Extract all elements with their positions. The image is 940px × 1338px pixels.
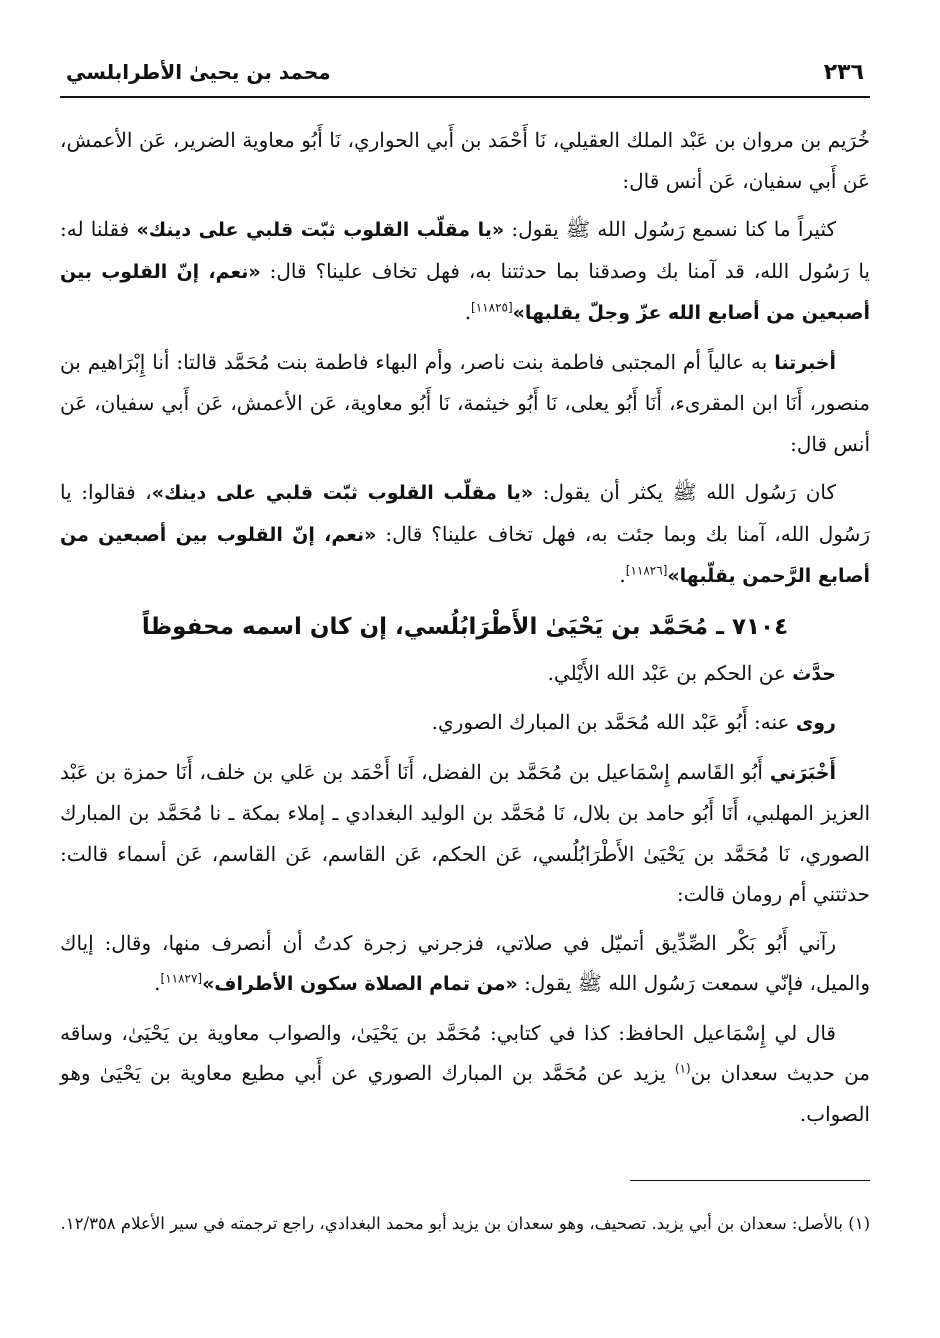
paragraph-7 [60, 752, 870, 915]
hadith-quote: «نعم، إنّ القلوب بين أصبعين من أصابع الله عزّ وجلّ يقلبها» [60, 260, 870, 324]
main-text [60, 120, 870, 1142]
running-title: محمد بن يحيىٰ الأطرابلسي [66, 60, 331, 84]
paragraph-8 [60, 923, 870, 1005]
paragraph-6 [60, 702, 870, 744]
paragraph-3 [60, 342, 870, 465]
paragraph-1: خُرَيم بن مروان بن عَبْد الملك العقيلي، نَا أَحْمَد بن أَبي الحواري، نَا أَبُو معاوية الضرير، عَن الأعمش، عَن أَبي سفيان، عَن أنس قال: [60, 128, 870, 193]
paragraph-4 [60, 472, 870, 597]
hadith-quote: «من تمام الصلاة سكون الأطراف» [202, 973, 518, 995]
footnote-1: (١) بالأصل: سعدان بن أبي يزيد. تصحيف، وهو سعدان بن يزيد أبو محمد البغدادي، راجع ترجمته في سير الأعلام ١٢/٣٥٨. [60, 1213, 870, 1233]
paragraph-9-text-b: يزيد عن مُحَمَّد بن المبارك الصوري عن أَبي مطيع معاوية بن يَحْيَىٰ وهو الصواب. [60, 1061, 870, 1126]
paragraph-2-text-c: فقلنا له: يا رَسُول الله، قد آمنا بك وصدقنا بما حدثتنا به، فهل تخاف علينا؟ قال: [60, 217, 870, 283]
paragraph-6-text: عنه: أَبُو عَبْد الله مُحَمَّد بن المبارك الصوري. [431, 710, 796, 734]
paragraph-9 [60, 1013, 870, 1135]
paragraph-4-text-c: ، فقالوا: يا رَسُول الله، آمنا بك وبما جئت به، فهل تخاف علينا؟ قال: [60, 480, 870, 546]
hadith-quote: «يا مقلّب القلوب ثبّت قلبي على دينك» [136, 219, 505, 241]
entry-heading: ٧١٠٤ ـ مُحَمَّد بن يَحْيَىٰ الأَطْرَابُلُسي، إن كان اسمه محفوظاً [141, 613, 789, 640]
hadith-quote: «يا مقلّب القلوب ثبّت قلبي على دينك» [151, 482, 534, 504]
narration-keyword: حدَّث [792, 662, 836, 685]
paragraph-3-text: به عالياً أم المجتبى فاطمة بنت ناصر، وأم البهاء فاطمة بنت مُحَمَّد قالتا: أنا إِبْرَاهيم بن منصور، أَنَا ابن المقرىء، أَنَا أَبُو يعلى، نَا أَبُو خيثمة، نَا أَبُو معاوية، عَن الأعمش، عَن أَبي سفيان، عَن أنس قال: [60, 349, 870, 456]
reference-number: [١١٨٢٧] [160, 971, 203, 986]
footnote-divider [630, 1180, 870, 1181]
paragraph-8-end: . [154, 971, 161, 995]
paragraph-8-text-a: رآني أَبُو بَكْر الصِّدِّيق أتميّل في صلاتي، فزجرني زجرة كدتُ أن أنصرف منها، وقال: إياك والميل، فإنّي سمعت رَسُول الله ﷺ يقول: [60, 930, 870, 995]
paragraph-2-end: . [464, 300, 472, 324]
hadith-quote: «نعم، إنّ القلوب بين أصبعين من أصابع الرَّحمن يقلّبها» [60, 523, 870, 587]
paragraph-7-text: أَبُو القَاسم إِسْمَاعيل بن مُحَمَّد بن الفضل، أَنَا أَحْمَد بن عَلي بن خلف، أَنَا حمزة بن عَبْد العزيز المهلبي، أَنَا أَبُو حامد بن بلال، نَا مُحَمَّد بن الوليد البغدادي ـ إملاء بمكة ـ نا مُحَمَّد بن المبارك الصوري، نَا مُحَمَّد بن يَحْيَىٰ الأَطْرَابُلُسي، عَن الحكم، عَن القاسم، عَن القاسم، عَن أسماء قالت: حدثتني أم رومان قالت: [60, 759, 870, 906]
paragraph-5-text: عن الحكم بن عَبْد الله الأَيْلي. [547, 660, 793, 685]
narration-keyword: روى [795, 712, 836, 734]
narration-keyword: أخبرتنا [774, 351, 836, 374]
narration-keyword: أَخْبَرَني [769, 761, 836, 784]
paragraph-2 [60, 209, 870, 334]
paragraph-5 [60, 653, 870, 695]
paragraph-4-text-a: كان رَسُول الله ﷺ يكثر أن يقول: [533, 480, 836, 504]
reference-number: [١١٨٢٦] [625, 563, 668, 578]
page-number: ٢٣٦ [823, 60, 864, 85]
footnote-marker: (١) [674, 1061, 691, 1076]
paragraph-4-end: . [619, 563, 626, 587]
reference-number: [١١٨٢٥] [471, 300, 513, 315]
page-header [60, 52, 870, 98]
book-page [60, 52, 870, 1312]
paragraph-2-text-a: كثيراً ما كنا نسمع رَسُول الله ﷺ يقول: [504, 217, 836, 241]
paragraph-9-text-a: قال لي إِسْمَاعيل الحافظ: كذا في كتابي: مُحَمَّد بن يَحْيَىٰ، والصواب معاوية بن يَحْيَىٰ، وساقه من حديث سعدان بن [60, 1020, 871, 1085]
